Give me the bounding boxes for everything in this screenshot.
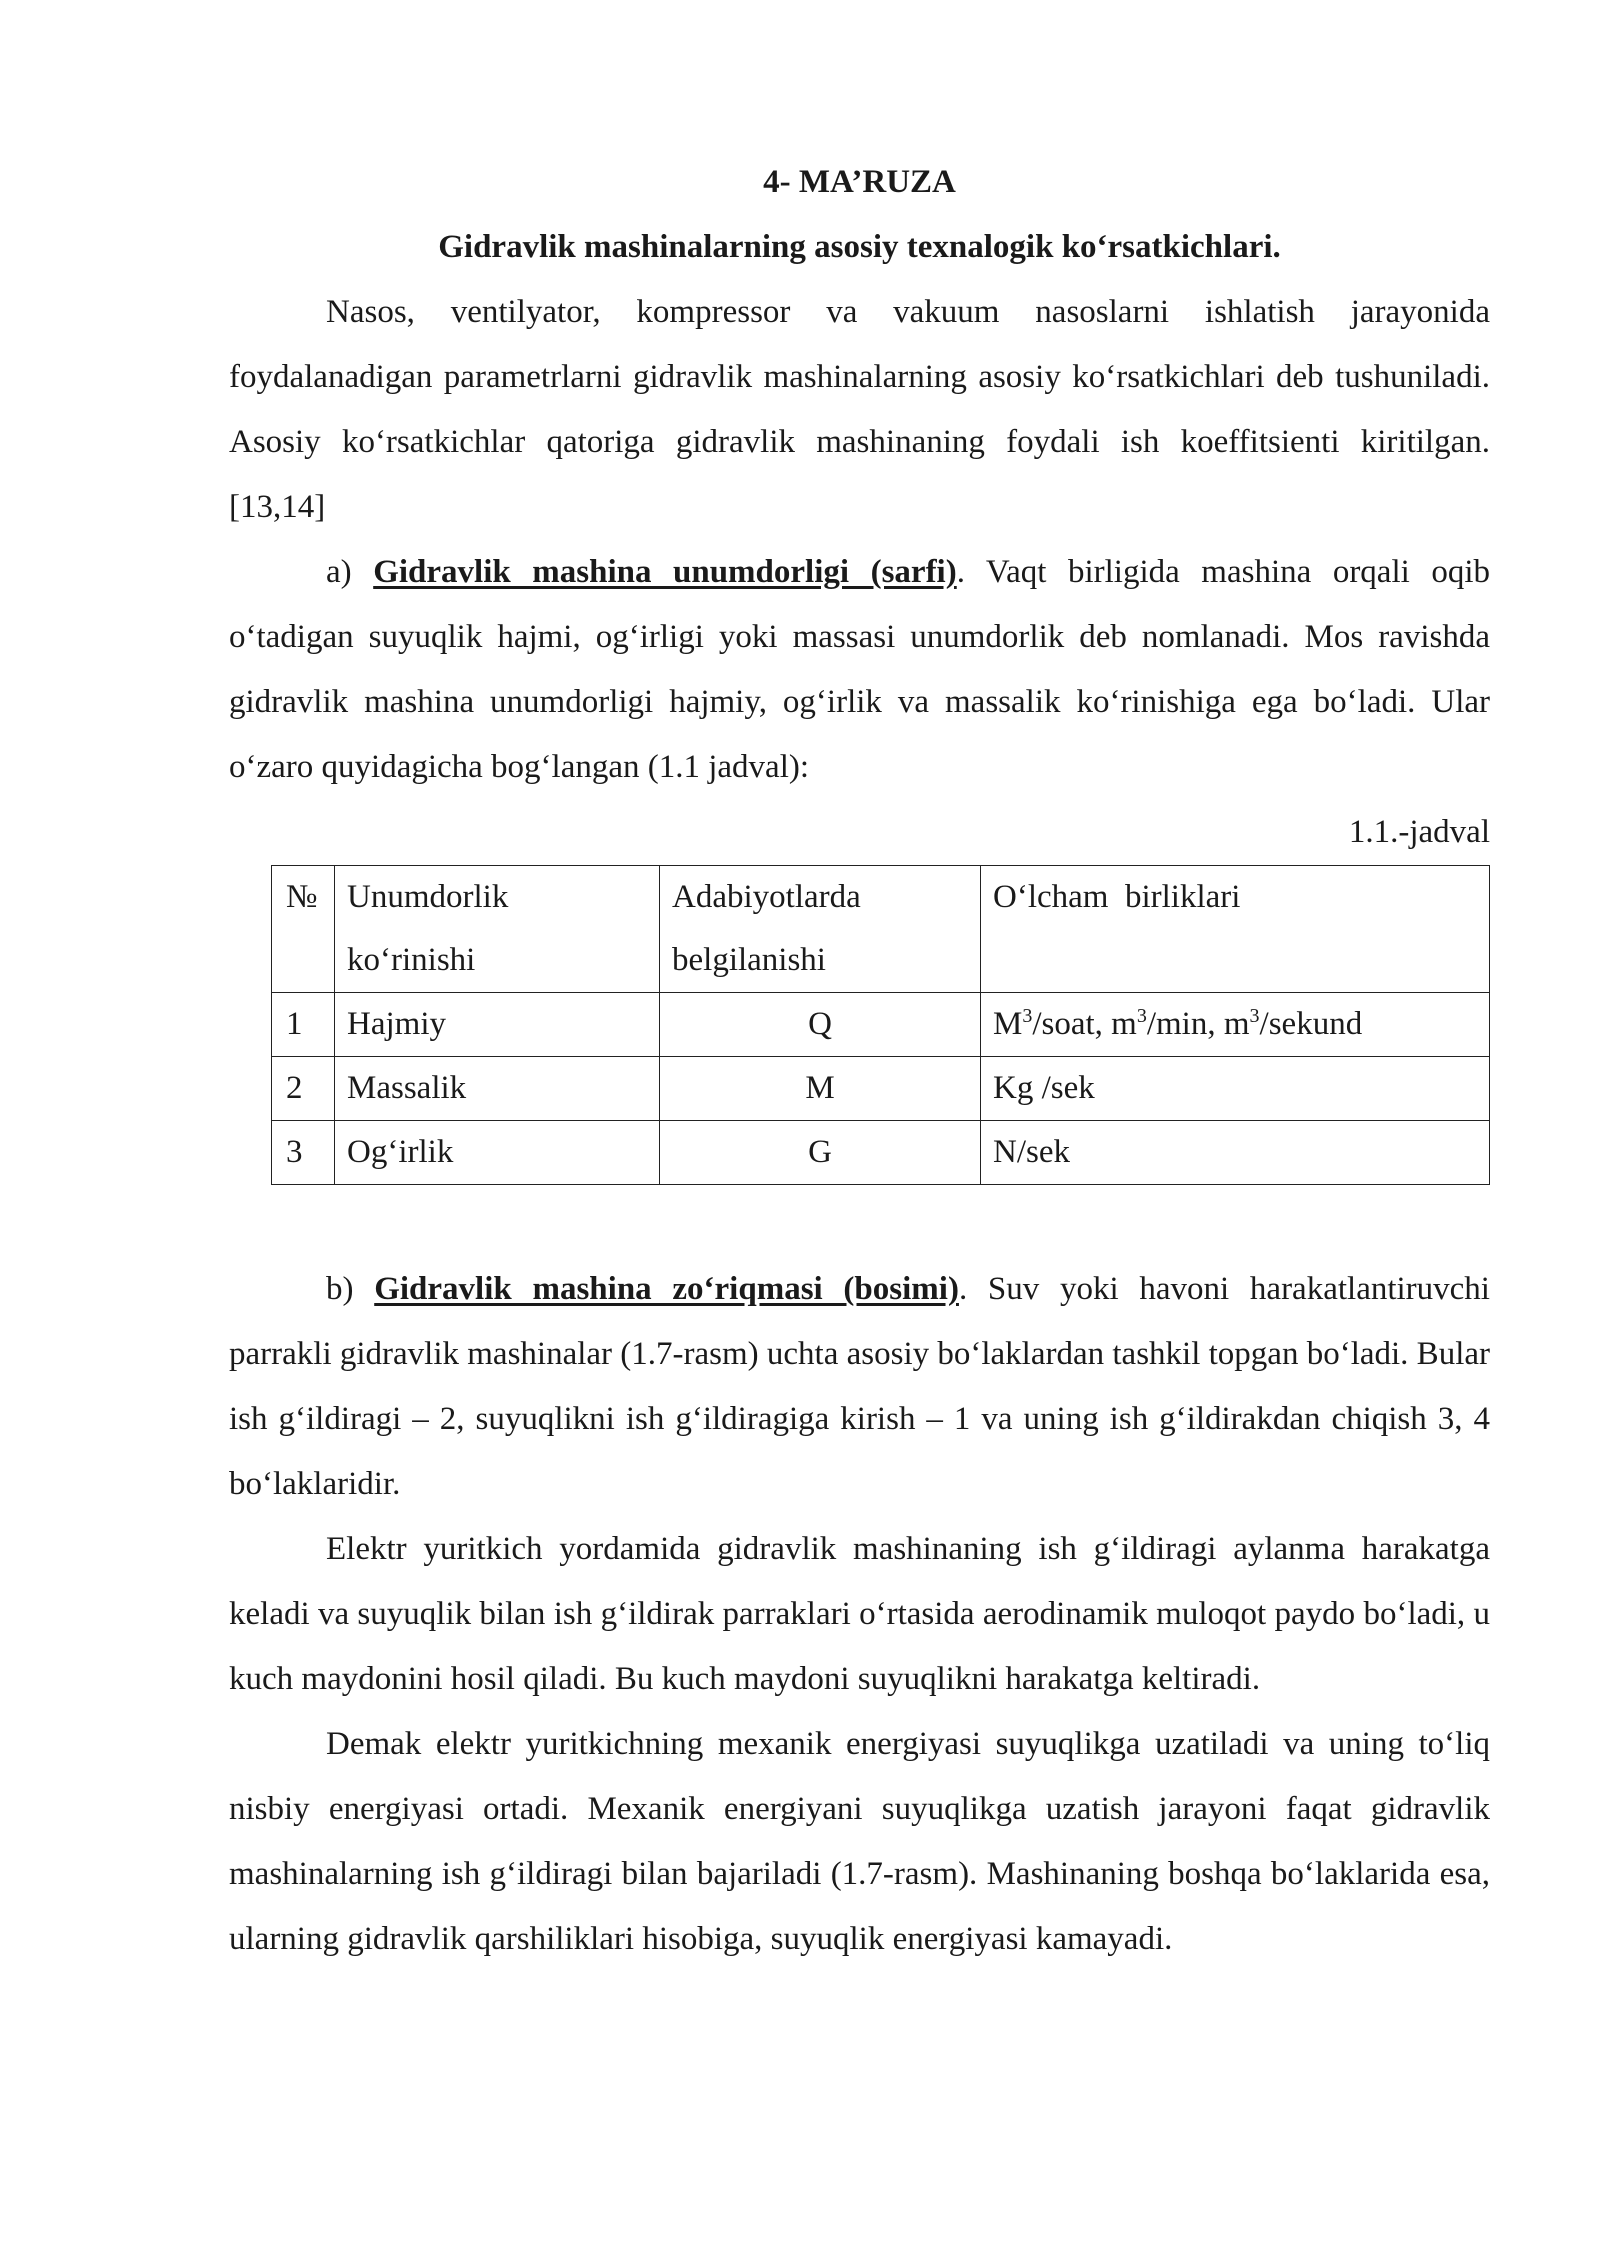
productivity-table bbox=[271, 865, 1490, 1185]
header-notation-line1: Adabiyotlarda bbox=[672, 879, 861, 915]
row-num: 2 bbox=[272, 1057, 335, 1121]
header-units: O‘lcham birliklari bbox=[981, 866, 1490, 993]
table-row bbox=[272, 1121, 1490, 1185]
row-unit: Kg /sek bbox=[981, 1057, 1490, 1121]
unit-text: M bbox=[993, 1006, 1023, 1042]
row-type: Massalik bbox=[335, 1057, 660, 1121]
lecture-title: Gidravlik mashinalarning asosiy texnalogik ko‘rsatkichlari. bbox=[438, 229, 1281, 265]
header-num: № bbox=[272, 866, 335, 993]
intro-paragraph: Nasos, ventilyator, kompressor va vakuum nasoslarni ishlatish jarayonida foydalanadigan parametrlarni gidravlik mashinalarning asosiy ko‘rsatkichlari deb tushuniladi. Asosiy ko‘rsatkichlar qatoriga gidravlik mashinaning foydali ish koeffitsienti kiritilgan. [13,14] bbox=[229, 294, 1490, 525]
unit-text: /min, m bbox=[1146, 1006, 1250, 1042]
section-a-paragraph bbox=[229, 540, 1490, 800]
row-num: 1 bbox=[272, 993, 335, 1057]
header-notation-line2: belgilanishi bbox=[672, 942, 826, 978]
unit-exponent: 3 bbox=[1249, 1005, 1260, 1027]
section-a-term: Gidravlik mashina unumdorligi (sarfi) bbox=[373, 554, 957, 590]
table-row bbox=[272, 1057, 1490, 1121]
section-b-text: . Suv yoki havoni harakatlantiruvchi parrakli gidravlik mashinalar (1.7-rasm) uchta asosiy bo‘laklardan tashkil topgan bo‘ladi. Bular ish g‘ildiragi – 2, suyuqlikni ish g‘ildiragiga kirish – 1 va uning ish g‘ildirakdan chiqish 3, 4 bo‘laklaridir. bbox=[229, 1271, 1490, 1502]
row-unit: N/sek bbox=[981, 1121, 1490, 1185]
row-symbol: M bbox=[660, 1057, 981, 1121]
section-a-text: . Vaqt birligida mashina orqali oqib o‘tadigan suyuqlik hajmi, og‘irligi yoki massasi unumdorlik deb nomlanadi. Mos ravishda gidravlik mashina unumdorligi hajmiy, og‘irlik va massalik ko‘rinishiga ega bo‘ladi. Ular o‘zaro quyidagicha bog‘langan (1.1 jadval): bbox=[229, 554, 1491, 785]
row-symbol: Q bbox=[660, 993, 981, 1057]
table-header-row bbox=[272, 866, 1490, 993]
unit-exponent: 3 bbox=[1136, 1005, 1147, 1027]
spacer bbox=[229, 1185, 1490, 1257]
energy-paragraph: Demak elektr yuritkichning mexanik energiyasi suyuqlikga uzatiladi va uning to‘liq nisbiy energiyasi ortadi. Mexanik energiyani suyuqlikga uzatish jarayoni faqat gidravlik mashinalarning ish g‘ildiragi bilan bajariladi (1.7-rasm). Mashinaning boshqa bo‘laklarida esa, ularning gidravlik qarshiliklari hisobiga, suyuqlik energiyasi kamayadi. bbox=[229, 1726, 1490, 1957]
header-type bbox=[335, 866, 660, 993]
lecture-number: 4- MA’RUZA bbox=[763, 164, 956, 200]
unit-text: /sekund bbox=[1259, 1006, 1363, 1042]
unit-text: /soat, m bbox=[1032, 1006, 1137, 1042]
row-type: Hajmiy bbox=[335, 993, 660, 1057]
section-b-paragraph bbox=[229, 1257, 1490, 1517]
header-notation bbox=[660, 866, 981, 993]
section-a-prefix: a) bbox=[326, 554, 374, 590]
section-b-prefix: b) bbox=[326, 1271, 375, 1307]
row-num: 3 bbox=[272, 1121, 335, 1185]
unit-exponent: 3 bbox=[1022, 1005, 1033, 1027]
row-unit bbox=[981, 993, 1490, 1057]
document-page bbox=[229, 150, 1490, 1972]
table-caption: 1.1.-jadval bbox=[1348, 814, 1490, 850]
table-row bbox=[272, 993, 1490, 1057]
header-type-line1: Unumdorlik bbox=[347, 879, 509, 915]
row-symbol: G bbox=[660, 1121, 981, 1185]
row-type: Og‘irlik bbox=[335, 1121, 660, 1185]
header-type-line2: ko‘rinishi bbox=[347, 942, 476, 978]
motor-paragraph: Elektr yuritkich yordamida gidravlik mashinaning ish g‘ildiragi aylanma harakatga keladi va suyuqlik bilan ish g‘ildirak parraklari o‘rtasida aerodinamik muloqot paydo bo‘ladi, u kuch maydonini hosil qiladi. Bu kuch maydoni suyuqlikni harakatga keltiradi. bbox=[229, 1531, 1490, 1697]
section-b-term: Gidravlik mashina zo‘riqmasi (bosimi) bbox=[374, 1271, 959, 1307]
